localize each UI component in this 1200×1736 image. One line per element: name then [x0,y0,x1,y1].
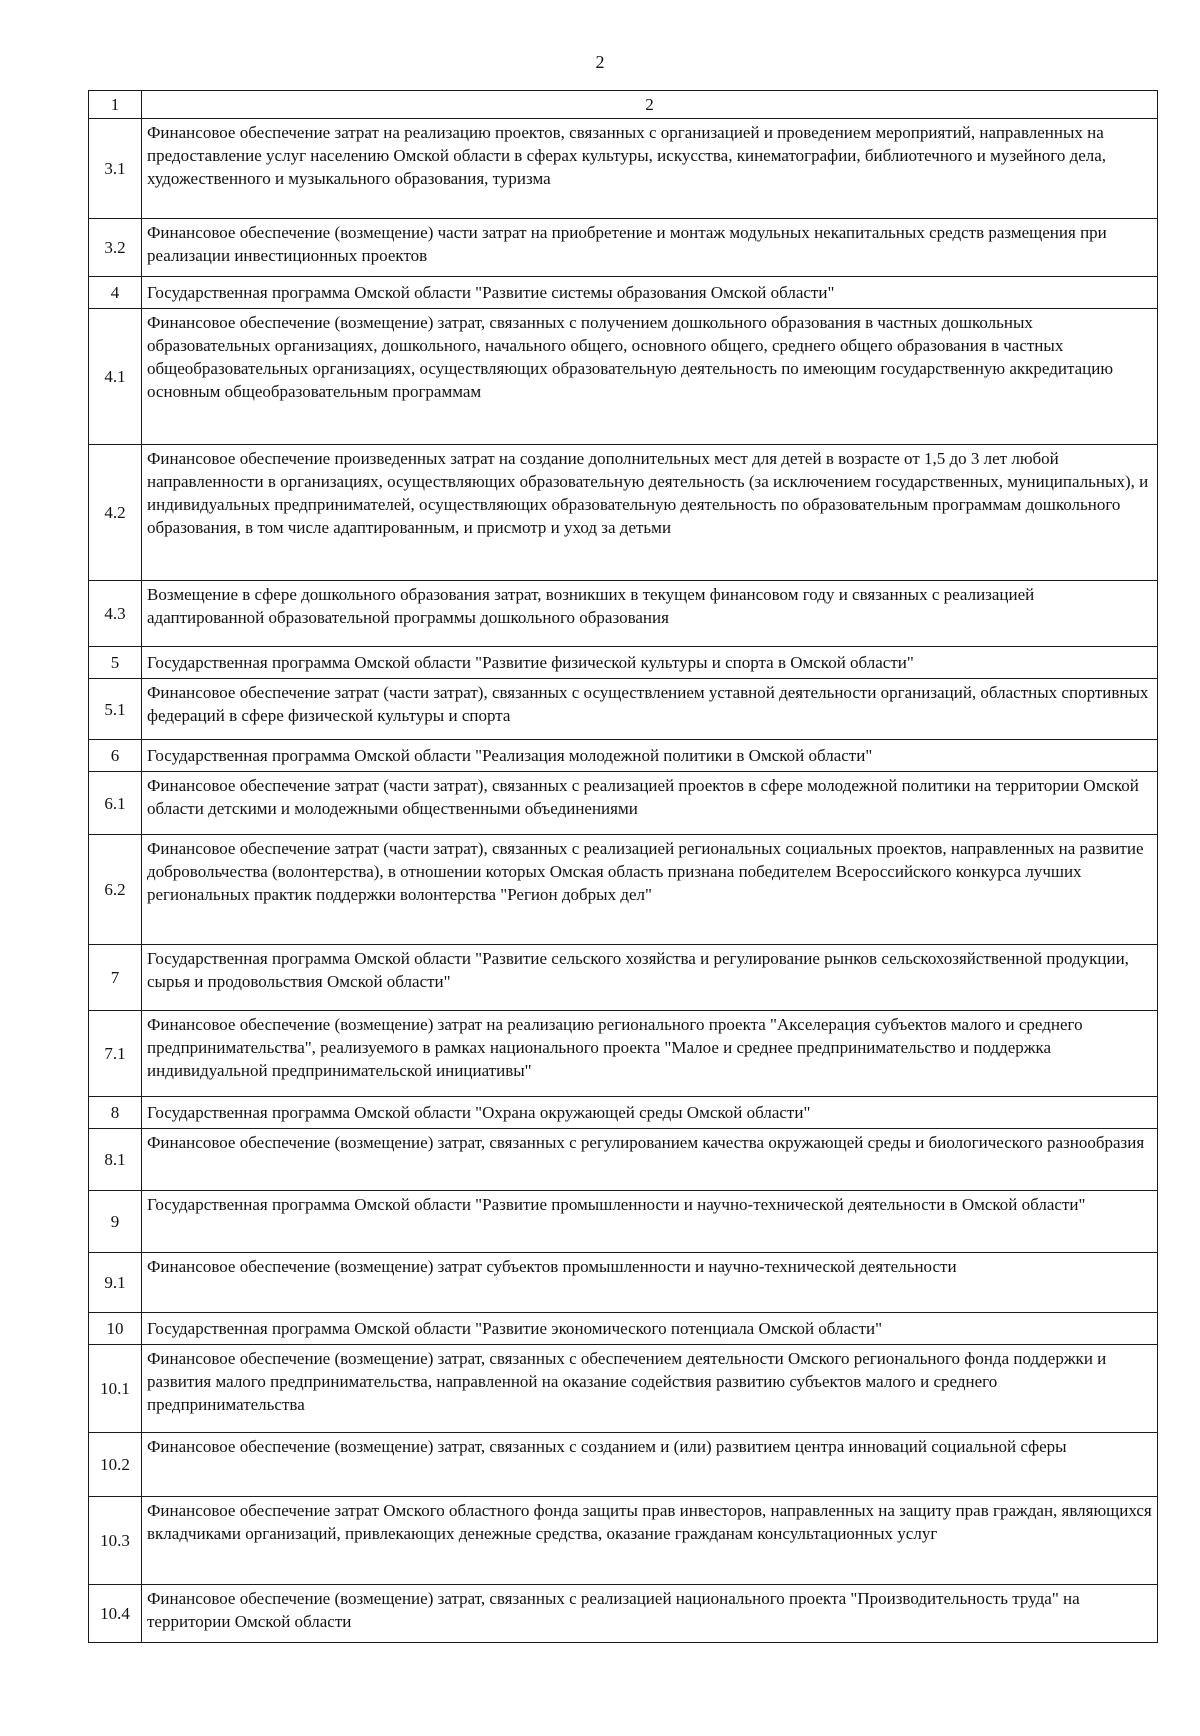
row-number: 5.1 [89,679,142,740]
row-number: 8.1 [89,1129,142,1191]
row-text: Финансовое обеспечение (возмещение) затрат, связанных с получением дошкольного образования в частных дошкольных образовательных организациях, дошкольного, начального общего, основного общего, среднего общего образования в частных общеобразовательных организациях, осуществляющих образовательную деятельность по имеющим государственную аккредитацию основным общеобразовательным программам [142,309,1158,445]
row-number: 4 [89,277,142,309]
row-number: 7 [89,945,142,1011]
table-row [89,1129,1158,1191]
row-text: Финансовое обеспечение (возмещение) затрат, связанных с обеспечением деятельности Омского регионального фонда поддержки и развития малого предпринимательства, направленной на оказание содействия развитию субъектов малого и среднего предпринимательства [142,1345,1158,1433]
table-row [89,647,1158,679]
table-row [89,740,1158,772]
table-row [89,1497,1158,1585]
row-number: 10 [89,1313,142,1345]
row-number: 10.1 [89,1345,142,1433]
row-number: 7.1 [89,1011,142,1097]
table-row [89,772,1158,835]
row-text: Государственная программа Омской области "Развитие физической культуры и спорта в Омской области" [142,647,1158,679]
row-text: Финансовое обеспечение (возмещение) затрат на реализацию регионального проекта "Акселерация субъектов малого и среднего предпринимательства", реализуемого в рамках национального проекта "Малое и среднее предпринимательство и поддержка индивидуальной предпринимательской инициативы" [142,1011,1158,1097]
row-number: 4.2 [89,445,142,581]
table-row [89,835,1158,945]
table-row [89,679,1158,740]
table-row [89,945,1158,1011]
row-text: Государственная программа Омской области "Реализация молодежной политики в Омской области" [142,740,1158,772]
row-number: 9 [89,1191,142,1253]
row-text: Государственная программа Омской области "Развитие сельского хозяйства и регулирование рынков сельскохозяйственной продукции, сырья и продовольствия Омской области" [142,945,1158,1011]
row-number: 3.1 [89,119,142,219]
table-row [89,277,1158,309]
header-col-2: 2 [142,91,1158,119]
table-row [89,219,1158,277]
row-number: 4.3 [89,581,142,647]
table-row [89,1011,1158,1097]
table-row [89,1345,1158,1433]
table-row [89,445,1158,581]
row-text: Финансовое обеспечение произведенных затрат на создание дополнительных мест для детей в возрасте от 1,5 до 3 лет любой направленности в организациях, осуществляющих образовательную деятельность (за исключением государственных, муниципальных), и индивидуальных предпринимателей, осуществляющих образовательную деятельность по образовательным программам дошкольного образования, в том числе адаптированным, и присмотр и уход за детьми [142,445,1158,581]
row-number: 10.4 [89,1585,142,1643]
row-text: Финансовое обеспечение (возмещение) затрат, связанных с регулированием качества окружающей среды и биологического разнообразия [142,1129,1158,1191]
table-row [89,1097,1158,1129]
table-row [89,1253,1158,1313]
row-text: Государственная программа Омской области "Развитие промышленности и научно-технической деятельности в Омской области" [142,1191,1158,1253]
row-number: 6.2 [89,835,142,945]
table-row [89,119,1158,219]
row-number: 10.3 [89,1497,142,1585]
row-text: Финансовое обеспечение затрат (части затрат), связанных с осуществлением уставной деятельности организаций, областных спортивных федераций в сфере физической культуры и спорта [142,679,1158,740]
financing-directions-table [88,90,1158,1643]
row-text: Государственная программа Омской области "Охрана окружающей среды Омской области" [142,1097,1158,1129]
row-number: 5 [89,647,142,679]
row-text: Финансовое обеспечение затрат (части затрат), связанных с реализацией проектов в сфере молодежной политики на территории Омской области детскими и молодежными общественными объединениями [142,772,1158,835]
row-number: 4.1 [89,309,142,445]
row-number: 9.1 [89,1253,142,1313]
row-number: 8 [89,1097,142,1129]
table-row [89,1585,1158,1643]
row-text: Финансовое обеспечение затрат Омского областного фонда защиты прав инвесторов, направленных на защиту прав граждан, являющихся вкладчиками организаций, привлекающих денежные средства, оказание гражданам консультационных услуг [142,1497,1158,1585]
row-text: Финансовое обеспечение (возмещение) затрат, связанных с реализацией национального проекта "Производительность труда" на территории Омской области [142,1585,1158,1643]
row-text: Финансовое обеспечение (возмещение) части затрат на приобретение и монтаж модульных некапитальных средств размещения при реализации инвестиционных проектов [142,219,1158,277]
row-number: 6.1 [89,772,142,835]
table-row [89,309,1158,445]
row-text: Финансовое обеспечение затрат (части затрат), связанных с реализацией региональных социальных проектов, направленных на развитие добровольчества (волонтерства), в отношении которых Омская область признана победителем Всероссийского конкурса лучших региональных практик поддержки волонтерства "Регион добрых дел" [142,835,1158,945]
table-row [89,581,1158,647]
row-number: 6 [89,740,142,772]
row-text: Государственная программа Омской области "Развитие экономического потенциала Омской области" [142,1313,1158,1345]
row-text: Возмещение в сфере дошкольного образования затрат, возникших в текущем финансовом году и связанных с реализацией адаптированной образовательной программы дошкольного образования [142,581,1158,647]
row-text: Финансовое обеспечение затрат на реализацию проектов, связанных с организацией и проведением мероприятий, направленных на предоставление услуг населению Омской области в сферах культуры, искусства, кинематографии, библиотечного и музейного дела, художественного и музыкального образования, туризма [142,119,1158,219]
row-text: Финансовое обеспечение (возмещение) затрат, связанных с созданием и (или) развитием центра инноваций социальной сферы [142,1433,1158,1497]
header-col-1: 1 [89,91,142,119]
page-number: 2 [595,52,605,72]
table-row [89,1313,1158,1345]
row-text: Финансовое обеспечение (возмещение) затрат субъектов промышленности и научно-технической деятельности [142,1253,1158,1313]
table-header-row [89,91,1158,119]
row-number: 3.2 [89,219,142,277]
row-text: Государственная программа Омской области "Развитие системы образования Омской области" [142,277,1158,309]
row-number: 10.2 [89,1433,142,1497]
table-row [89,1433,1158,1497]
table-row [89,1191,1158,1253]
table-body [89,91,1158,1643]
